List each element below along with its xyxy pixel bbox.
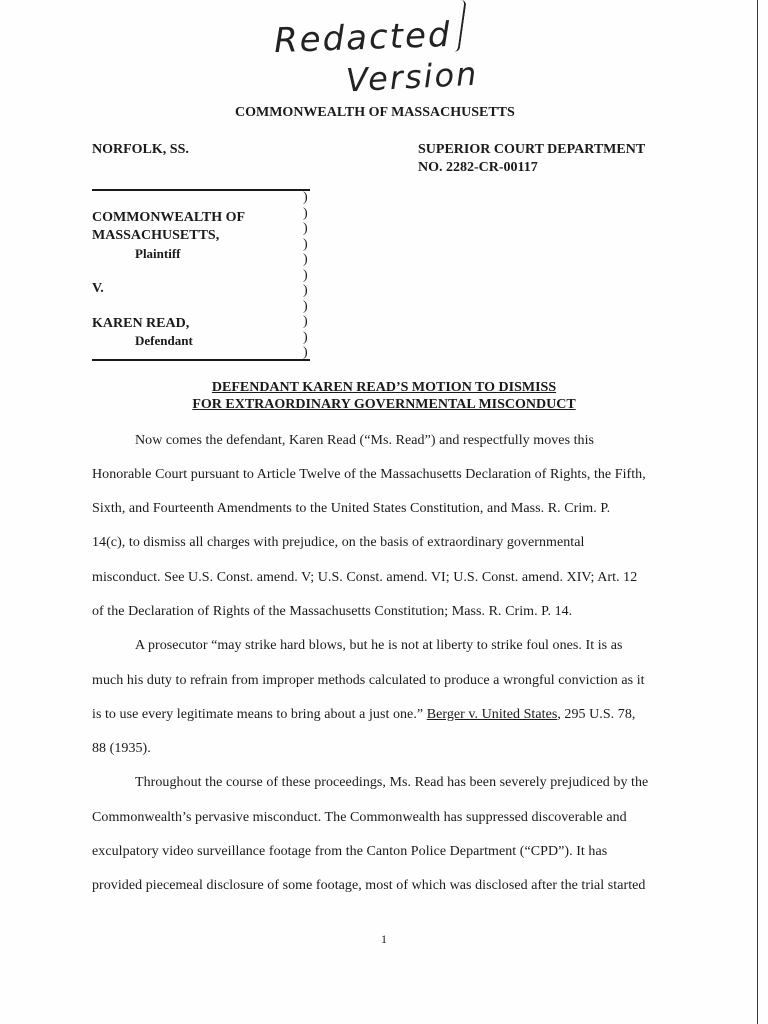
handwritten-stroke (454, 0, 466, 52)
caption-rule-top (92, 189, 310, 191)
handwritten-redacted-note (262, 0, 482, 108)
body-line: much his duty to refrain from improper methods calculated to produce a wrongful conviction as it (92, 673, 645, 688)
body-line: A prosecutor “may strike hard blows, but he is not at liberty to strike foul ones. It is as (135, 638, 623, 653)
defendant-role: Defendant (135, 333, 193, 348)
paren: ) (303, 329, 308, 345)
court-department: SUPERIOR COURT DEPARTMENT (418, 142, 646, 157)
body-line: provided piecemeal disclosure of some footage, most of which was disclosed after the trial started (92, 878, 646, 893)
paren: ) (303, 298, 308, 314)
defendant-name: KAREN READ, (92, 316, 190, 331)
scan-edge-line (757, 0, 758, 1024)
paren: ) (303, 345, 308, 360)
paren: ) (303, 252, 308, 267)
paren: ) (303, 314, 308, 329)
county: NORFOLK, SS. (92, 142, 189, 157)
paren: ) (303, 205, 308, 221)
citation-case-name: Berger v. United States (426, 707, 558, 722)
body-line: Now comes the defendant, Karen Read (“Ms. Read”) and respectfully moves this (135, 433, 595, 448)
paren: ) (303, 267, 308, 283)
paren: ) (303, 283, 308, 298)
plaintiff-name-line-2: MASSACHUSETTS, (92, 228, 220, 243)
body-line: exculpatory video surveillance footage from the Canton Police Department (“CPD”). It has (92, 844, 608, 859)
paren: ) (303, 221, 308, 236)
plaintiff-role: Plaintiff (135, 246, 181, 261)
motion-title-line-2: FOR EXTRAORDINARY GOVERNMENTAL MISCONDUCT (192, 397, 576, 412)
motion-title-line-1: DEFENDANT KAREN READ’S MOTION TO DISMISS (211, 380, 557, 395)
page-number: 1 (381, 932, 387, 946)
plaintiff-name-line-1: COMMONWEALTH OF (92, 210, 246, 225)
caption-rule-bottom (92, 359, 310, 361)
paren: ) (303, 190, 308, 205)
handwritten-line-2: Version (345, 54, 480, 100)
versus: V. (92, 281, 104, 296)
body-line-text: is to use every legitimate means to bring about a just one.” (92, 707, 424, 722)
caption-paren-column (303, 190, 319, 361)
docket-number: NO. 2282-CR-00117 (418, 160, 538, 175)
body-line: Sixth, and Fourteenth Amendments to the United States Constitution, and Mass. R. Crim. P. (92, 501, 611, 516)
handwritten-line-1: Redacted (273, 14, 453, 62)
body-line: 88 (1935). (92, 741, 151, 756)
caption-header: COMMONWEALTH OF MASSACHUSETTS (235, 105, 515, 120)
citation-rest: , 295 U.S. 78, (557, 707, 636, 722)
body-line: Honorable Court pursuant to Article Twelve of the Massachusetts Declaration of Rights, the Fifth, (92, 467, 646, 482)
body-line: of the Declaration of Rights of the Massachusetts Constitution; Mass. R. Crim. P. 14. (92, 604, 573, 619)
body-line: Commonwealth’s pervasive misconduct. The Commonwealth has suppressed discoverable and (92, 810, 627, 825)
paren: ) (303, 236, 308, 252)
body-line: Throughout the course of these proceedings, Ms. Read has been severely prejudiced by the (135, 775, 649, 790)
body-line-with-citation (92, 707, 635, 723)
body-line: misconduct. See U.S. Const. amend. V; U.S. Const. amend. VI; U.S. Const. amend. XIV; Art. 12 (92, 570, 638, 585)
body-line: 14(c), to dismiss all charges with prejudice, on the basis of extraordinary governmental (92, 535, 585, 550)
